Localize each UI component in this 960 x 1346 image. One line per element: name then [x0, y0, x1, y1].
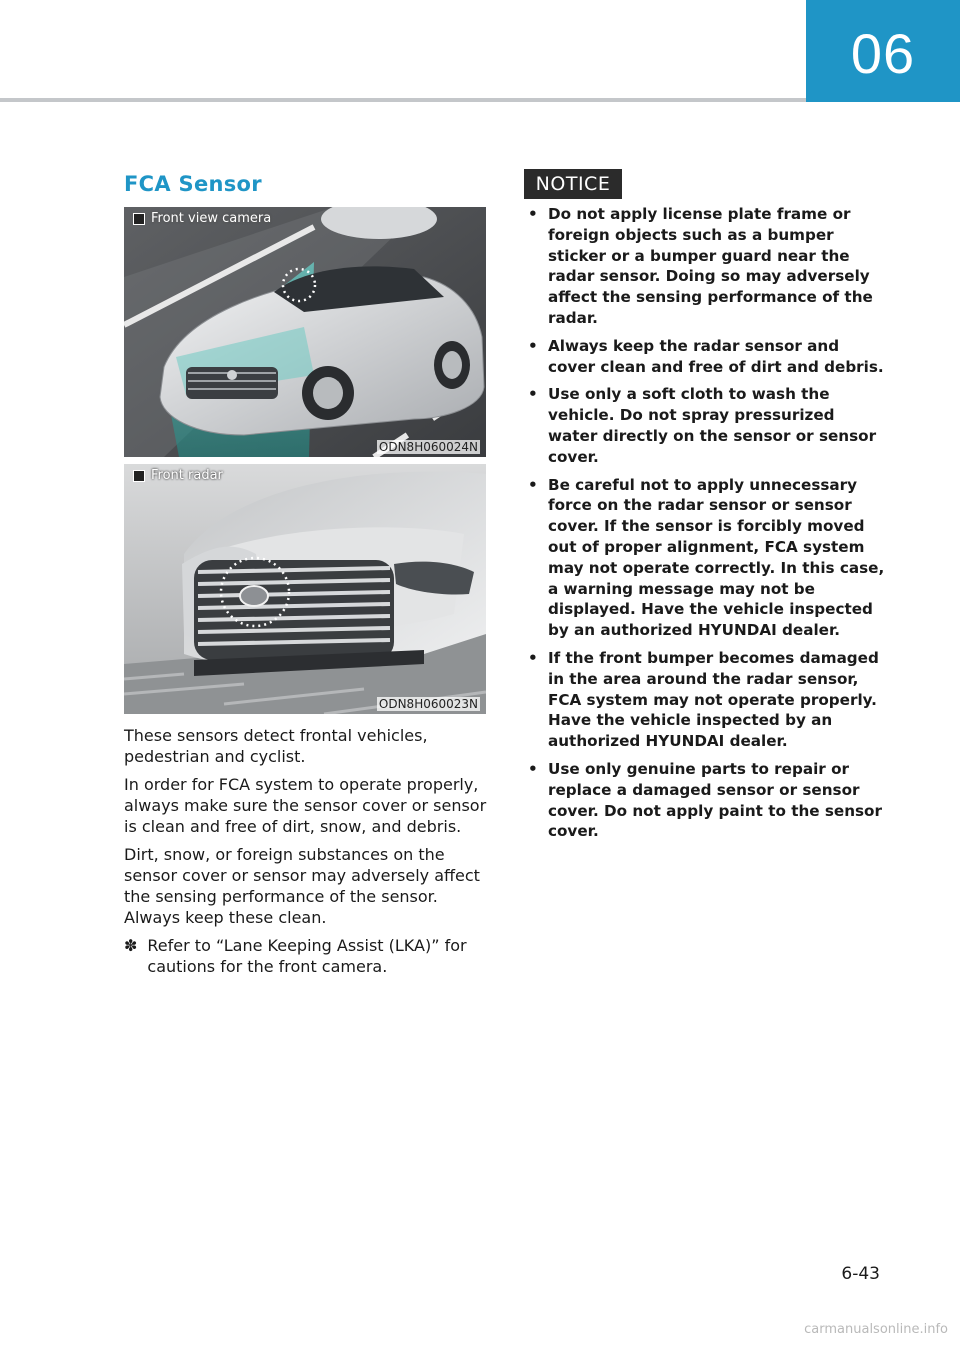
square-bullet-icon [134, 471, 144, 481]
figure-caption [134, 211, 271, 226]
figure-front-camera [124, 207, 486, 457]
figure-code: ODN8H060023N [378, 697, 478, 711]
note [124, 935, 490, 977]
notice-list [524, 204, 886, 849]
body-paragraph: Dirt, snow, or foreign substances on the sensor cover or sensor may adversely affect the sensing performance of the sensor. Always keep these clean. [124, 845, 480, 927]
chapter-tab: 06 [806, 0, 960, 102]
section-title: FCA Sensor [124, 172, 262, 196]
figure-caption [134, 468, 223, 483]
front-grille-radar-illustration [124, 464, 486, 714]
notice-item: • If the front bumper becomes damaged in the area around the radar sensor, FCA system may not operate properly. Have the vehicle inspected by an authorized HYUNDAI dealer. [524, 648, 886, 752]
header-rule [0, 98, 806, 102]
notice-item: • Do not apply license plate frame or foreign objects such as a bumper sticker or a bumper guard near the radar sensor. Doing so may adversely affect the sensing performance of the radar. [524, 204, 886, 329]
notice-item: • Always keep the radar sensor and cover clean and free of dirt and debris. [524, 336, 886, 378]
car-side-camera-illustration [124, 207, 486, 457]
figure-front-radar [124, 464, 486, 714]
notice-badge: NOTICE [524, 169, 622, 199]
figure-caption-text: Front view camera [151, 211, 272, 226]
notice-item: • Use only a soft cloth to wash the vehicle. Do not spray pressurized water directly on the sensor or sensor cover. [524, 384, 886, 467]
figure-code: ODN8H060024N [378, 440, 478, 454]
notice-item: • Be careful not to apply unnecessary force on the radar sensor or sensor cover. If the sensor is forcibly moved out of proper alignment, FCA system may not operate correctly. In this case, a warning message may not be displayed. Have the vehicle inspected by an authorized HYUNDAI dealer. [524, 475, 886, 641]
page-number: 6-43 [841, 1264, 880, 1284]
notice-item: • Use only genuine parts to repair or replace a damaged sensor or sensor cover. Do not apply paint to the sensor cover. [524, 759, 886, 842]
body-paragraph: These sensors detect frontal vehicles, pedestrian and cyclist. [124, 726, 428, 766]
watermark: carmanualsonline.info [804, 1322, 948, 1337]
body-text [124, 725, 490, 977]
note-text: Refer to “Lane Keeping Assist (LKA)” for cautions for the front camera. [147, 936, 467, 976]
square-bullet-icon [134, 214, 144, 224]
figure-caption-text: Front radar [151, 468, 223, 483]
body-paragraph: In order for FCA system to operate properly, always make sure the sensor cover or sensor is clean and free of dirt, snow, and debris. [124, 775, 487, 836]
asterisk-note-icon: ✽ [124, 936, 138, 955]
